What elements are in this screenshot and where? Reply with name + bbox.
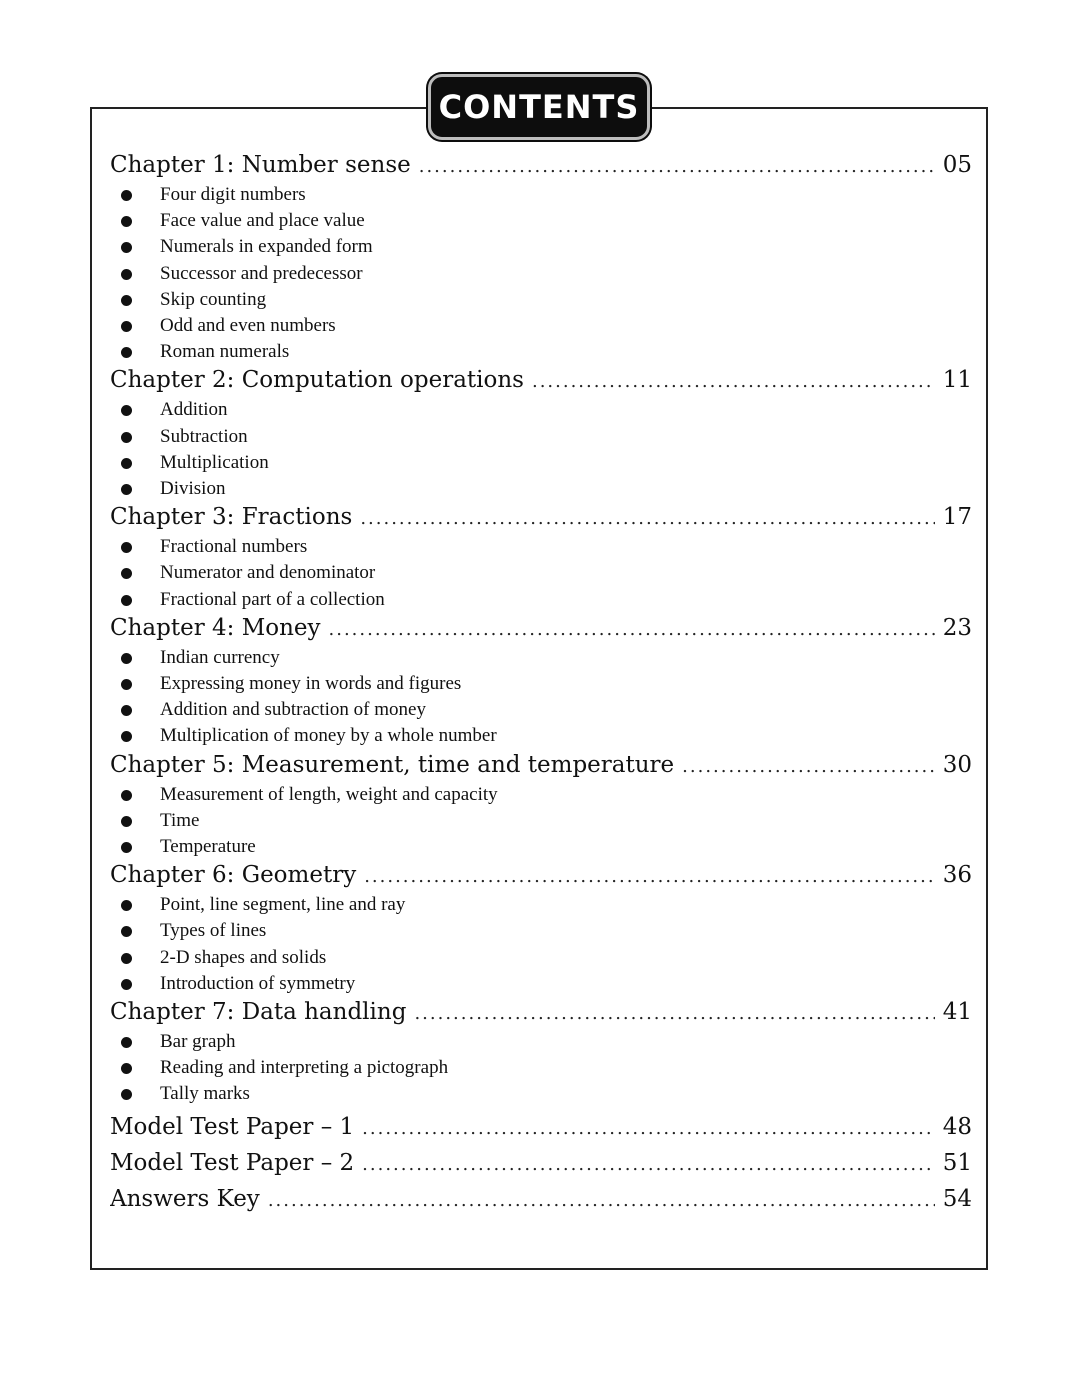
extra-entry-2-label: Model Test Paper – 2 (110, 1149, 355, 1176)
bullet-icon (121, 190, 132, 201)
list-item (110, 397, 972, 423)
bullet-icon (121, 405, 132, 416)
topic-text: Numerals in expanded form (160, 236, 373, 258)
chapter-7-topic-list (110, 1029, 972, 1108)
extra-entry-1-label: Model Test Paper – 1 (110, 1113, 355, 1140)
list-item (110, 534, 972, 560)
topic-text: Subtraction (160, 425, 248, 447)
bullet-icon (121, 1089, 132, 1100)
extra-entry-2[interactable] (110, 1148, 972, 1180)
bullet-icon (121, 926, 132, 937)
list-item (110, 782, 972, 808)
topic-text: Addition (160, 399, 228, 421)
bullet-icon (121, 1037, 132, 1048)
chapter-4-entry-label: Chapter 4: Money (110, 614, 321, 641)
list-item (110, 918, 972, 944)
bullet-icon (121, 269, 132, 280)
dot-leader (329, 615, 935, 645)
list-item (110, 234, 972, 260)
bullet-icon (121, 458, 132, 469)
list-item (110, 424, 972, 450)
topic-text: Numerator and denominator (160, 562, 376, 584)
topic-text: Types of lines (160, 920, 267, 942)
topic-text: Introduction of symmetry (160, 972, 356, 994)
bullet-icon (121, 568, 132, 579)
bullet-icon (121, 816, 132, 827)
topic-text: Skip counting (160, 288, 267, 310)
bullet-icon (121, 705, 132, 716)
chapter-7-entry-label: Chapter 7: Data handling (110, 999, 407, 1026)
topic-text: Multiplication (160, 451, 269, 473)
bullet-icon (121, 595, 132, 606)
topic-text: Measurement of length, weight and capacity (160, 783, 498, 805)
bullet-icon (121, 842, 132, 853)
chapter-1-topic-list (110, 182, 972, 365)
topic-text: Multiplication of money by a whole number (160, 725, 497, 747)
table-of-contents (110, 150, 972, 1216)
list-item (110, 261, 972, 287)
list-item (110, 560, 972, 586)
list-item (110, 1055, 972, 1081)
list-item (110, 287, 972, 313)
list-item (110, 1081, 972, 1107)
list-item (110, 476, 972, 502)
topic-text: Fractional numbers (160, 536, 308, 558)
bullet-icon (121, 484, 132, 495)
list-item (110, 971, 972, 997)
chapter-3-entry-page-number: 17 (942, 504, 972, 531)
bullet-icon (121, 1063, 132, 1074)
chapter-2-entry-label: Chapter 2: Computation operations (110, 367, 524, 394)
topic-text: Time (160, 809, 200, 831)
bullet-icon (121, 679, 132, 690)
chapter-4-topic-list (110, 645, 972, 750)
chapter-3-entry[interactable] (110, 502, 972, 534)
bullet-icon (121, 321, 132, 332)
dot-leader (360, 504, 934, 534)
chapter-2-topic-list (110, 397, 972, 502)
topic-text: Four digit numbers (160, 184, 306, 205)
chapter-2-entry[interactable] (110, 365, 972, 397)
bullet-icon (121, 790, 132, 801)
bullet-icon (121, 295, 132, 306)
extra-entry-1-page-number: 48 (942, 1113, 972, 1140)
chapter-1-entry-page-number: 05 (942, 152, 972, 178)
chapter-1-entry[interactable] (110, 150, 972, 182)
topic-text: Odd and even numbers (160, 315, 336, 337)
list-item (110, 671, 972, 697)
bullet-icon (121, 979, 132, 990)
chapter-7-entry-page-number: 41 (942, 999, 972, 1026)
extra-entry-1[interactable] (110, 1112, 972, 1144)
dot-leader (268, 1186, 935, 1216)
topic-text: Roman numerals (160, 341, 290, 363)
list-item (110, 313, 972, 339)
topic-text: 2-D shapes and solids (160, 946, 327, 968)
topic-text: Division (160, 478, 226, 500)
dot-leader (362, 1114, 935, 1144)
chapter-6-topic-list (110, 892, 972, 997)
chapter-4-entry-page-number: 23 (942, 614, 972, 641)
dot-leader (419, 152, 935, 182)
topic-text: Indian currency (160, 646, 280, 668)
chapter-5-entry[interactable] (110, 750, 972, 782)
chapter-1-entry-label: Chapter 1: Number sense (110, 152, 411, 178)
chapter-2-entry-page-number: 11 (942, 367, 972, 394)
topic-text: Reading and interpreting a pictograph (160, 1057, 449, 1079)
dot-leader (362, 1150, 935, 1180)
extra-entry-3-page-number: 54 (942, 1185, 972, 1212)
extra-entry-3[interactable] (110, 1184, 972, 1216)
extra-entry-2-page-number: 51 (942, 1149, 972, 1176)
chapter-6-entry-page-number: 36 (942, 862, 972, 889)
topic-text: Expressing money in words and figures (160, 673, 462, 695)
page-title: CONTENTS (438, 88, 640, 126)
bullet-icon (121, 542, 132, 553)
list-item (110, 208, 972, 234)
bullet-icon (121, 216, 132, 227)
chapter-3-entry-label: Chapter 3: Fractions (110, 504, 353, 531)
topic-text: Successor and predecessor (160, 262, 363, 284)
bullet-icon (121, 242, 132, 253)
topic-text: Temperature (160, 836, 256, 858)
topic-text: Bar graph (160, 1031, 236, 1053)
chapter-6-entry-label: Chapter 6: Geometry (110, 862, 357, 889)
list-item (110, 450, 972, 476)
chapter-7-entry[interactable] (110, 997, 972, 1029)
list-item (110, 697, 972, 723)
chapter-4-entry[interactable] (110, 613, 972, 645)
dot-leader (682, 752, 935, 782)
chapter-5-entry-page-number: 30 (942, 751, 972, 778)
list-item (110, 834, 972, 860)
dot-leader (532, 367, 935, 397)
dot-leader (414, 999, 934, 1029)
bullet-icon (121, 731, 132, 742)
list-item (110, 945, 972, 971)
chapter-5-topic-list (110, 782, 972, 861)
contents-title-badge (428, 74, 650, 140)
topic-text: Face value and place value (160, 210, 365, 232)
list-item (110, 587, 972, 613)
list-item (110, 723, 972, 749)
list-item (110, 645, 972, 671)
list-item (110, 182, 972, 208)
topic-text: Fractional part of a collection (160, 588, 385, 610)
list-item (110, 1029, 972, 1055)
list-item (110, 808, 972, 834)
dot-leader (364, 862, 935, 892)
topic-text: Tally marks (160, 1083, 250, 1105)
chapter-6-entry[interactable] (110, 860, 972, 892)
chapter-5-entry-label: Chapter 5: Measurement, time and temperature (110, 751, 675, 778)
bullet-icon (121, 432, 132, 443)
extra-entry-3-label: Answers Key (110, 1185, 260, 1212)
chapter-3-topic-list (110, 534, 972, 613)
list-item (110, 339, 972, 365)
topic-text: Addition and subtraction of money (160, 699, 426, 721)
bullet-icon (121, 653, 132, 664)
bullet-icon (121, 900, 132, 911)
topic-text: Point, line segment, line and ray (160, 894, 406, 916)
list-item (110, 892, 972, 918)
bullet-icon (121, 347, 132, 358)
bullet-icon (121, 953, 132, 964)
